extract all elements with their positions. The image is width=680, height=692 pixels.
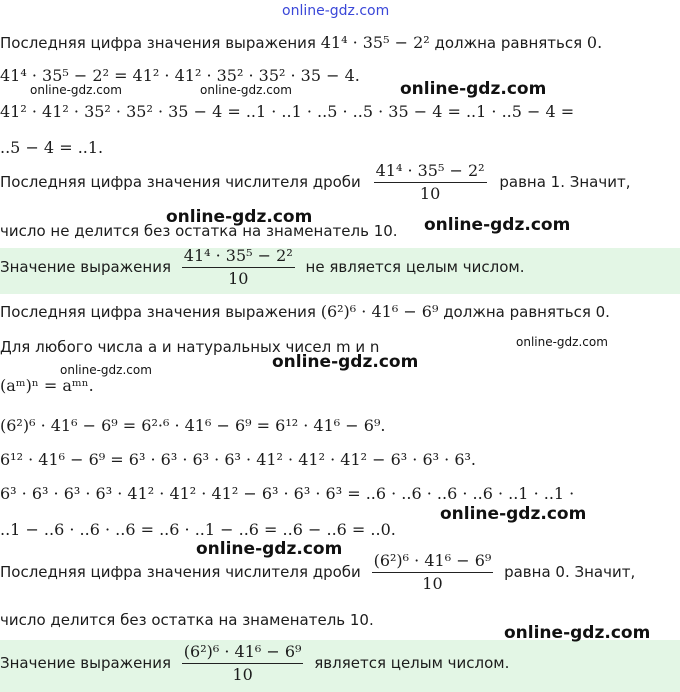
part2-equation-1: (6²)⁶ · 41⁶ − 6⁹ = 6²·⁶ · 41⁶ − 6⁹ = 6¹² · 41⁶ − 6⁹. <box>0 416 386 435</box>
watermark: online-gdz.com <box>400 79 547 99</box>
part1-fraction-text-after: равна 1. Значит, <box>499 173 631 191</box>
part2-equation-4: ..1 − ..6 · ..6 · ..6 = ..6 · ..1 − ..6 = ..6 − ..6 = ..0. <box>0 520 396 539</box>
part2-intro-expr: (6²)⁶ · 41⁶ − 6⁹ <box>320 302 439 321</box>
part2-fraction-text: Последняя цифра значения числителя дроби <box>0 563 361 581</box>
part1-intro-text-after: должна равняться <box>434 34 583 52</box>
part1-result-denominator: 10 <box>228 269 249 288</box>
watermark: online-gdz.com <box>516 335 608 349</box>
part1-intro-text: Последняя цифра значения выражения <box>0 34 316 52</box>
part1-fraction-line <box>0 163 631 202</box>
part1-intro-expr: 41⁴ · 35⁵ − 2² <box>320 33 430 52</box>
watermark: online-gdz.com <box>30 83 122 97</box>
part1-equation-3: ..5 − 4 = ..1. <box>0 138 104 157</box>
part2-equation-2: 6¹² · 41⁶ − 6⁹ = 6³ · 6³ · 6³ · 6³ · 41² · 41² · 41² − 6³ · 6³ · 6³. <box>0 450 476 469</box>
watermark: online-gdz.com <box>166 207 313 227</box>
watermark: online-gdz.com <box>504 623 651 643</box>
watermark: online-gdz.com <box>200 83 292 97</box>
part2-result-numerator: (6²)⁶ · 41⁶ − 6⁹ <box>182 644 304 664</box>
part1-fraction-numerator: 41⁴ · 35⁵ − 2² <box>374 163 487 183</box>
part2-fraction <box>372 553 494 592</box>
part2-result-denominator: 10 <box>232 665 253 684</box>
part1-result-text-after: не является целым числом. <box>305 258 525 276</box>
part2-result <box>0 644 509 683</box>
part1-intro-value: 0. <box>586 33 603 52</box>
part1-fraction-text: Последняя цифра значения числителя дроби <box>0 173 361 191</box>
part2-intro <box>0 304 610 320</box>
watermark: online-gdz.com <box>196 539 343 559</box>
part2-intro-text-after: должна равняться 0. <box>443 303 610 321</box>
watermark: online-gdz.com <box>272 352 419 372</box>
part2-result-text-after: является целым числом. <box>314 654 510 672</box>
part2-conclusion: число делится без остатка на знаменатель 10. <box>0 611 374 629</box>
part2-equation-3: 6³ · 6³ · 6³ · 6³ · 41² · 41² · 41² − 6³ · 6³ · 6³ = ..6 · ..6 · ..6 · ..6 · ..1 · ..1 · <box>0 484 575 503</box>
part2-result-text: Значение выражения <box>0 654 171 672</box>
part1-result-numerator: 41⁴ · 35⁵ − 2² <box>182 248 295 268</box>
part2-intro-text: Последняя цифра значения выражения <box>0 303 316 321</box>
part2-rule-text: Для любого числа a и натуральных чисел m и n <box>0 338 380 356</box>
watermark: online-gdz.com <box>60 363 152 377</box>
part1-conclusion: число не делится без остатка на знаменатель 10. <box>0 222 398 240</box>
part2-fraction-denominator: 10 <box>422 574 443 593</box>
part2-result-fraction <box>182 644 304 683</box>
watermark: online-gdz.com <box>424 215 571 235</box>
part1-result-text: Значение выражения <box>0 258 171 276</box>
part1-equation-1: 41⁴ · 35⁵ − 2² = 41² · 41² · 35² · 35² · 35 − 4. <box>0 66 360 85</box>
part1-intro <box>0 35 602 51</box>
part1-result-fraction <box>182 248 295 287</box>
part1-fraction-denominator: 10 <box>419 184 441 203</box>
part2-rule-formula: (aᵐ)ⁿ = aᵐⁿ. <box>0 376 94 395</box>
part2-fraction-numerator: (6²)⁶ · 41⁶ − 6⁹ <box>372 553 494 573</box>
part1-fraction <box>374 163 487 202</box>
watermark: online-gdz.com <box>440 504 587 524</box>
top-watermark: online-gdz.com <box>282 3 390 19</box>
part1-equation-2: 41² · 41² · 35² · 35² · 35 − 4 = ..1 · ..1 · ..5 · ..5 · 35 − 4 = ..1 · ..5 − 4 = <box>0 102 575 121</box>
part1-result <box>0 248 524 287</box>
part2-fraction-text-after: равна 0. Значит, <box>504 563 636 581</box>
